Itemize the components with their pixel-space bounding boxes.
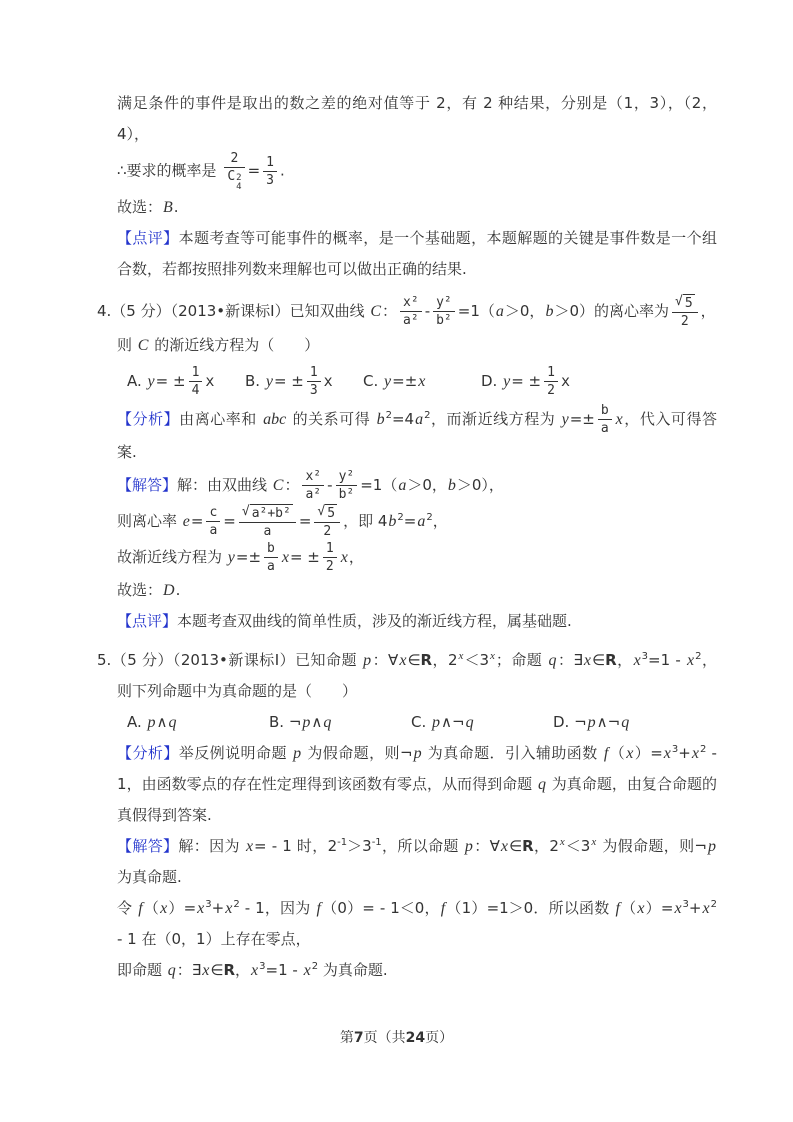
q4-comment (117, 606, 717, 637)
analysis-tag: 【分析】 (117, 410, 180, 428)
q4-stem-middle: =1（a＞0，b＞0）的离心率为 (457, 302, 669, 320)
analysis-text: 举反例说明命题 p 为假命题，则¬p 为真命题．引入辅助函数 $f(x)=x^3+x^2 - 1$，由函数零点的存在性定理得到该函数有零点，从而得到命题 q 为真命题，由复合命题的真假得到答案. (117, 744, 717, 824)
q4-option-b (245, 361, 363, 402)
sqrt5-over-2-fraction (672, 293, 698, 330)
radical-numerator (314, 503, 340, 523)
analysis-tag: 【分析】 (117, 744, 179, 762)
fraction-numerator: x² (302, 468, 324, 486)
q5-option-a: A. p∧q (127, 713, 177, 731)
minus-sign: - (424, 302, 431, 320)
option-label: B. y= ± (245, 372, 304, 390)
q4-answer-line2 (117, 503, 717, 540)
fraction-numerator: b (264, 540, 278, 558)
fraction-denominator: a² (305, 487, 322, 502)
q4-option-c (363, 361, 481, 402)
variable-x: x (323, 372, 333, 390)
fraction (189, 364, 203, 399)
fraction-numerator: 1 (307, 364, 321, 382)
q5-option-d: D. ¬p∧¬q (553, 713, 630, 731)
therefore-statement: ∴要求的概率是 (117, 161, 222, 180)
fraction-numerator: 2 (224, 150, 244, 168)
q4-answer-line1 (117, 468, 717, 503)
q5-answer-line1 (117, 831, 717, 893)
radicand: a²+b² (251, 506, 291, 521)
fraction-numerator: y² (433, 294, 455, 312)
fraction-denominator: 3 (266, 172, 274, 188)
q4-option-d (481, 361, 599, 402)
fraction-numerator: x² (400, 294, 422, 312)
radicand: 5 (327, 506, 336, 521)
fraction-denominator: a (267, 559, 275, 574)
b-over-a-fraction (598, 402, 612, 437)
combination-symbol (224, 168, 244, 192)
q3-comment (117, 223, 717, 285)
answer-text-end: =1（a＞0，b＞0）， (360, 476, 504, 494)
equals-sign: = (223, 512, 236, 530)
y2-over-b2-fraction (336, 468, 358, 503)
period: . (279, 161, 285, 180)
fraction-numerator: y² (336, 468, 358, 486)
fraction-numerator: 1 (263, 154, 277, 172)
middle-text: x= ± (281, 548, 320, 566)
sup-sub-stack (236, 174, 241, 192)
radical (317, 504, 337, 522)
comment-tag: 【点评】 (117, 612, 178, 630)
subscript: 4 (236, 182, 242, 192)
q4-option-a (127, 361, 245, 402)
page-footer: 第7页（共24页） (339, 1030, 454, 1046)
one-third-fraction (263, 154, 277, 189)
q5-analysis (117, 738, 717, 831)
q5-answer-line3: 即命题 q：∃x∈R，$x^3=1 - x^2$ 为真命题. (117, 961, 388, 979)
q4-answer-choice: 故选：D. (117, 581, 181, 599)
y2-over-b2-fraction (433, 294, 455, 329)
q5-option-c: C. p∧¬q (411, 713, 474, 731)
superscript: 2 (236, 173, 242, 183)
option-label: D. y= ± (481, 372, 542, 390)
radical-numerator (239, 503, 296, 523)
comment-tag: 【点评】 (117, 229, 179, 247)
analysis-text-1: 由离心率和 abc 的关系可得 $b^2=4a^2$，而渐近线方程为 y=± (179, 410, 595, 428)
q3-probability-line (117, 150, 717, 192)
radical-numerator (672, 293, 698, 313)
fraction-denominator: 2 (323, 524, 332, 539)
comment-text: 本题考查双曲线的简单性质，涉及的渐近线方程，属基础题. (177, 612, 572, 630)
sqrt-icon: √ (674, 294, 683, 309)
fraction-denominator: a (263, 524, 272, 539)
q4-question-line2: 则 C 的渐近线方程为（ ） (117, 336, 320, 354)
variable-x: x (205, 372, 215, 390)
comment-text: 本题考查等可能事件的概率，是一个基础题，本题解题的关键是事件数是一个组合数，若都按照排列数来理解也可以做出正确的结果. (117, 229, 717, 278)
q4-analysis (117, 402, 717, 468)
minus-sign: - (327, 476, 333, 494)
answer-text-start: 解：由双曲线 C： (177, 476, 300, 494)
eccentricity-text: 则离心率 e= (117, 512, 204, 530)
fraction-numerator: 1 (323, 540, 337, 558)
equals-sign: = (298, 512, 312, 530)
fraction-denominator: a (209, 523, 218, 538)
radicand: 5 (684, 296, 693, 311)
q4-answer-line3 (117, 540, 717, 575)
probability-fraction (224, 150, 244, 192)
conclusion-text: ，即 $4b^2=a^2$， (343, 512, 448, 530)
q5-answer-line2: 令 $f(x)=x^3+x^2 - 1$，因为 f（0）= - 1＜0，f（1）=1＞0．所以函数 $f(x)=x^3+x^2 - 1$ 在（0，1）上存在零点， (117, 899, 717, 948)
fraction-denominator: 2 (325, 559, 334, 574)
fraction-denominator: b² (436, 313, 452, 328)
fraction-numerator: 1 (189, 364, 203, 382)
one-half-fraction (323, 540, 337, 575)
fraction (307, 364, 321, 399)
q4-options (117, 361, 717, 402)
fraction-denominator: a² (403, 313, 419, 328)
tail-text: x， (340, 548, 364, 566)
c-over-a-fraction (206, 504, 220, 539)
fraction-denominator: 2 (680, 314, 689, 329)
answer-text: 解：因为 x= - 1 时，$2^{-1}>3^{-1}$，所以命题 p：∀x∈R，$2^x<3^x$ 为假命题，则¬p 为真命题. (117, 836, 716, 886)
fraction-denominator: 2 (547, 383, 555, 398)
q4-stem-start: 4.（5 分）（2013•新课标Ⅰ）已知双曲线 C： (97, 302, 398, 320)
fraction-denominator: b² (338, 487, 355, 502)
analysis-text-2: x，代入可得答案. (117, 410, 717, 461)
q5-options (117, 707, 717, 738)
sqrt-icon: √ (317, 504, 326, 519)
comma: ， (700, 302, 716, 320)
fraction-numerator: 1 (544, 364, 558, 382)
fraction-denominator: a (600, 421, 609, 436)
fraction-numerator: c (206, 504, 220, 522)
answer-tag: 【解答】 (117, 476, 178, 494)
b-over-a-fraction (264, 540, 278, 575)
option-label: C. y=±x (363, 372, 426, 390)
asymptote-text: 故渐近线方程为 y=± (117, 548, 262, 566)
fraction-denominator: 4 (191, 383, 200, 398)
q3-answer-choice: 故选：B. (117, 198, 179, 216)
radical (242, 504, 293, 522)
fraction-denominator: 3 (309, 383, 318, 398)
sqrt-icon: √ (241, 504, 250, 519)
x2-over-a2-fraction (400, 294, 422, 329)
combination-letter: C (227, 169, 236, 184)
option-label: A. y= ± (127, 372, 186, 390)
fraction (544, 364, 558, 399)
fraction-numerator: b (598, 402, 612, 420)
x2-over-a2-fraction (302, 468, 324, 503)
sqrt-a2b2-over-a-fraction (239, 503, 296, 540)
q4-question-stem (97, 293, 717, 330)
q3-solution-text: 满足条件的事件是取出的数之差的绝对值等于 2，有 2 种结果，分别是（1，3），（2，4）， (117, 94, 717, 143)
q5-option-b: B. ¬p∧q (269, 713, 332, 731)
answer-tag: 【解答】 (117, 837, 179, 855)
radical (675, 294, 695, 312)
equals-sign: = (247, 161, 261, 180)
variable-x: x (560, 372, 570, 390)
q5-question-stem: 5.（5 分）（2013•新课标Ⅰ）已知命题 p：∀x∈R，$2^x<3^x$；命题 q：∃x∈R，$x^3=1 - x^2$，则下列命题中为真命题的是（ ） (97, 650, 717, 700)
sqrt5-over-2-fraction (314, 503, 340, 540)
